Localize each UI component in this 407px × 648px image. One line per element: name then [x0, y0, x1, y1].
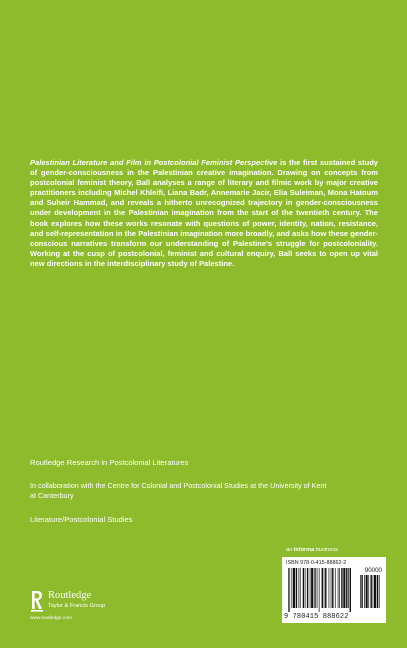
informa-brand: informa	[293, 547, 315, 553]
barcode-bar	[300, 568, 301, 608]
barcode-bar	[331, 568, 332, 608]
barcode-bar	[343, 568, 345, 608]
book-blurb	[30, 158, 378, 269]
barcode-bar	[322, 568, 323, 608]
barcode-bar	[366, 575, 368, 608]
barcode-bar	[325, 568, 326, 608]
barcode-bar	[368, 575, 369, 608]
barcode-bar	[311, 568, 313, 608]
barcode-bar	[292, 568, 293, 608]
barcode-bar	[293, 568, 295, 608]
barcode-bar	[307, 568, 308, 608]
barcode-bar	[289, 568, 290, 612]
barcode-bar	[319, 568, 320, 612]
barcode-bar	[305, 568, 306, 608]
barcode-bar	[296, 568, 297, 608]
barcode-bar	[371, 575, 372, 608]
barcode-bar	[315, 568, 316, 608]
barcode-bar	[329, 568, 330, 608]
informa-business-tag	[286, 547, 338, 553]
publisher-group: Taylor & Francis Group	[48, 603, 106, 609]
ean-digits: 9 780415 888622	[284, 613, 349, 621]
barcode-bar	[364, 575, 365, 608]
barcode-bar	[324, 568, 325, 608]
barcode-bar	[373, 575, 374, 608]
barcode-bar	[317, 568, 318, 608]
barcode-bar	[377, 575, 378, 608]
price-code: 90000	[364, 567, 382, 574]
publisher-name: Routledge	[48, 590, 92, 601]
barcode-bar	[350, 568, 351, 612]
routledge-r-icon	[30, 589, 44, 613]
publisher-logo-block	[30, 589, 140, 623]
isbn-barcode	[282, 557, 386, 623]
ean-barcode-bars	[288, 568, 356, 612]
barcode-bar	[310, 568, 311, 608]
book-title-italic: Palestinian Literature and Film in Postcolonial Feminist Perspective	[30, 158, 278, 167]
collaboration-note: In collaboration with the Centre for Colonial and Postcolonial Studies at the University of Kent at Canterbury	[30, 481, 327, 500]
series-name: Routledge Research in Postcolonial Literatures	[30, 458, 189, 467]
barcode-bar	[288, 568, 289, 612]
barcode-bar	[341, 568, 342, 608]
barcode-bar	[339, 568, 340, 608]
barcode-bar	[374, 575, 376, 608]
blurb-body: is the first sustained study of gender-consciousness in the Palestinian creative imagination. Drawing on concepts from postcolonial feminist theory, Ball analyses a range of literary and filmic work by major creative practitioners including Michel Khleifi, Liana Badr, Annemarie Jacir, Elia Suleiman, Mona Hatoum and Suheir Hammad, and reveals a hitherto unrecognized trajectory in gender-consciousness under development in the Palestinian imagination from the start of the twentieth century. The book explores how these works resonate with questions of power, identity, nation, resistance, and self-representation in the Palestinian imagination more broadly, and asks how these gender-conscious narratives transform our understanding of Palestine's struggle for postcoloniality. Working at the cusp of postcolonial, feminist and cultural enquiry, Ball seeks to open up vital new directions in the interdisciplinary study of Palestine.	[30, 158, 379, 268]
barcode-bar	[303, 568, 304, 608]
barcode-bar	[338, 568, 339, 608]
barcode-bar	[314, 568, 315, 608]
isbn-number: ISBN 978-0-415-88862-2	[286, 560, 347, 566]
informa-prefix: an	[286, 547, 294, 553]
barcode-bar	[379, 575, 380, 608]
subject-category: Literature/Postcolonial Studies	[30, 515, 133, 524]
barcode-bar	[332, 568, 333, 608]
barcode-bar	[335, 568, 336, 608]
barcode-bar	[361, 575, 362, 608]
barcode-bar	[348, 568, 349, 608]
barcode-bar	[360, 575, 361, 608]
barcode-bar	[346, 568, 347, 608]
informa-suffix: business	[314, 547, 338, 553]
barcode-bar	[299, 568, 300, 608]
addon-barcode-bars	[360, 575, 382, 612]
publisher-url: www.routledge.com	[30, 616, 72, 621]
